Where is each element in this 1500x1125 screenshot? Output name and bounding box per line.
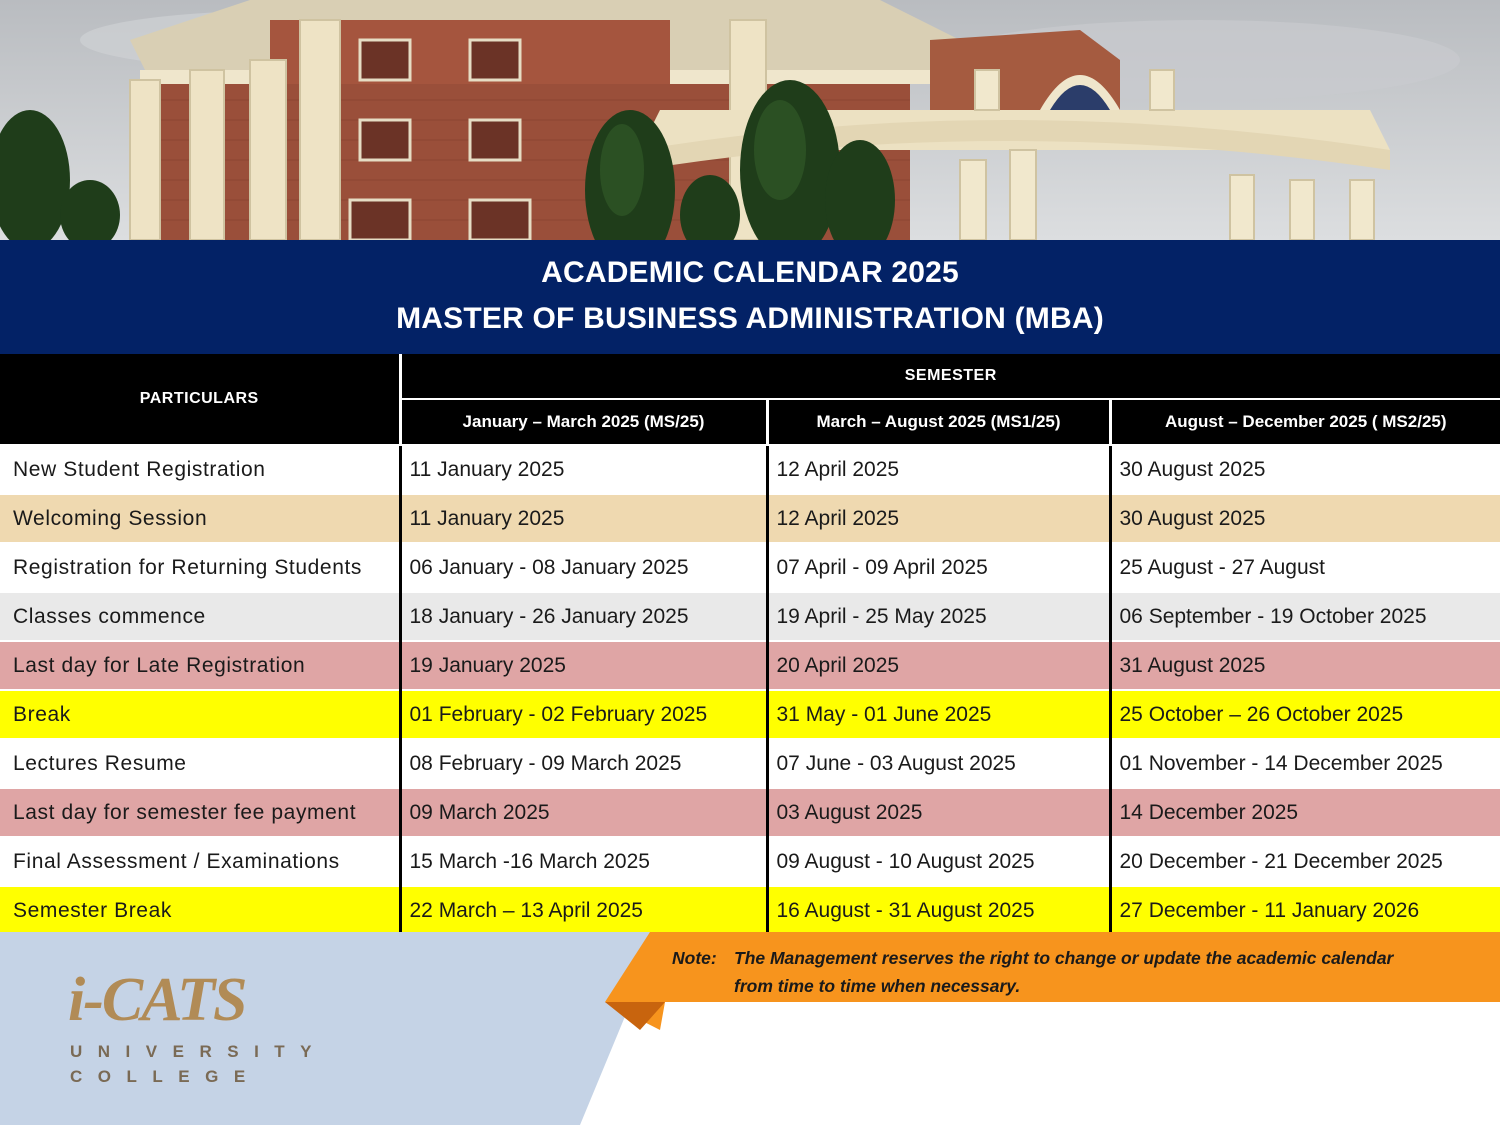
period-header-1: January – March 2025 (MS/25) xyxy=(400,399,767,445)
row-particular: Final Assessment / Examinations xyxy=(0,837,400,886)
campus-building-photo xyxy=(0,0,1500,240)
note-banner xyxy=(602,936,1500,1031)
row-date: 11 January 2025 xyxy=(400,445,767,494)
note-text xyxy=(672,944,1492,1000)
row-particular: Break xyxy=(0,690,400,739)
row-date: 01 February - 02 February 2025 xyxy=(400,690,767,739)
row-particular: Lectures Resume xyxy=(0,739,400,788)
row-date: 15 March -16 March 2025 xyxy=(400,837,767,886)
table-row xyxy=(0,690,1500,739)
note-line-1: The Management reserves the right to change or update the academic calendar xyxy=(734,948,1394,968)
row-particular: Last day for semester fee payment xyxy=(0,788,400,837)
table-row xyxy=(0,739,1500,788)
period-header-3: August – December 2025 ( MS2/25) xyxy=(1110,399,1500,445)
particulars-header: PARTICULARS xyxy=(0,354,400,445)
table-row xyxy=(0,445,1500,494)
table-row xyxy=(0,788,1500,837)
row-date: 06 January - 08 January 2025 xyxy=(400,543,767,592)
row-date: 31 August 2025 xyxy=(1110,641,1500,690)
page-subtitle: MASTER OF BUSINESS ADMINISTRATION (MBA) xyxy=(396,302,1104,335)
row-date: 20 April 2025 xyxy=(767,641,1110,690)
table-row xyxy=(0,543,1500,592)
row-date: 27 December - 11 January 2026 xyxy=(1110,886,1500,936)
row-date: 30 August 2025 xyxy=(1110,494,1500,543)
row-date: 31 May - 01 June 2025 xyxy=(767,690,1110,739)
row-date: 20 December - 21 December 2025 xyxy=(1110,837,1500,886)
period-header-2: March – August 2025 (MS1/25) xyxy=(767,399,1110,445)
row-date: 07 April - 09 April 2025 xyxy=(767,543,1110,592)
table-row xyxy=(0,592,1500,641)
table-row xyxy=(0,886,1500,936)
row-date: 18 January - 26 January 2025 xyxy=(400,592,767,641)
logo-wordmark: i-CATS xyxy=(68,966,246,1034)
note-label: Note: xyxy=(672,948,717,968)
row-date: 06 September - 19 October 2025 xyxy=(1110,592,1500,641)
row-date: 01 November - 14 December 2025 xyxy=(1110,739,1500,788)
logo-line-college: COLLEGE xyxy=(70,1067,261,1086)
logo-line-university: UNIVERSITY xyxy=(70,1042,328,1061)
title-band xyxy=(0,240,1500,354)
row-date: 25 August - 27 August xyxy=(1110,543,1500,592)
page-title: ACADEMIC CALENDAR 2025 xyxy=(541,256,959,289)
row-date: 08 February - 09 March 2025 xyxy=(400,739,767,788)
row-date: 14 December 2025 xyxy=(1110,788,1500,837)
row-date: 12 April 2025 xyxy=(767,445,1110,494)
row-particular: Classes commence xyxy=(0,592,400,641)
row-date: 19 January 2025 xyxy=(400,641,767,690)
campus-building-illustration xyxy=(0,0,1500,240)
row-particular: New Student Registration xyxy=(0,445,400,494)
row-date: 25 October – 26 October 2025 xyxy=(1110,690,1500,739)
university-logo xyxy=(68,965,328,1090)
row-date: 09 March 2025 xyxy=(400,788,767,837)
row-date: 22 March – 13 April 2025 xyxy=(400,886,767,936)
row-date: 03 August 2025 xyxy=(767,788,1110,837)
row-particular: Welcoming Session xyxy=(0,494,400,543)
table-row xyxy=(0,494,1500,543)
note-line-2: from time to time when necessary. xyxy=(734,976,1021,996)
row-date: 12 April 2025 xyxy=(767,494,1110,543)
row-date: 30 August 2025 xyxy=(1110,445,1500,494)
row-date: 11 January 2025 xyxy=(400,494,767,543)
row-particular: Last day for Late Registration xyxy=(0,641,400,690)
row-particular: Registration for Returning Students xyxy=(0,543,400,592)
academic-calendar-table xyxy=(0,354,1500,937)
row-date: 07 June - 03 August 2025 xyxy=(767,739,1110,788)
row-date: 16 August - 31 August 2025 xyxy=(767,886,1110,936)
table-row xyxy=(0,641,1500,690)
table-row xyxy=(0,837,1500,886)
row-particular: Semester Break xyxy=(0,886,400,936)
row-date: 09 August - 10 August 2025 xyxy=(767,837,1110,886)
row-date: 19 April - 25 May 2025 xyxy=(767,592,1110,641)
semester-header: SEMESTER xyxy=(400,354,1500,399)
